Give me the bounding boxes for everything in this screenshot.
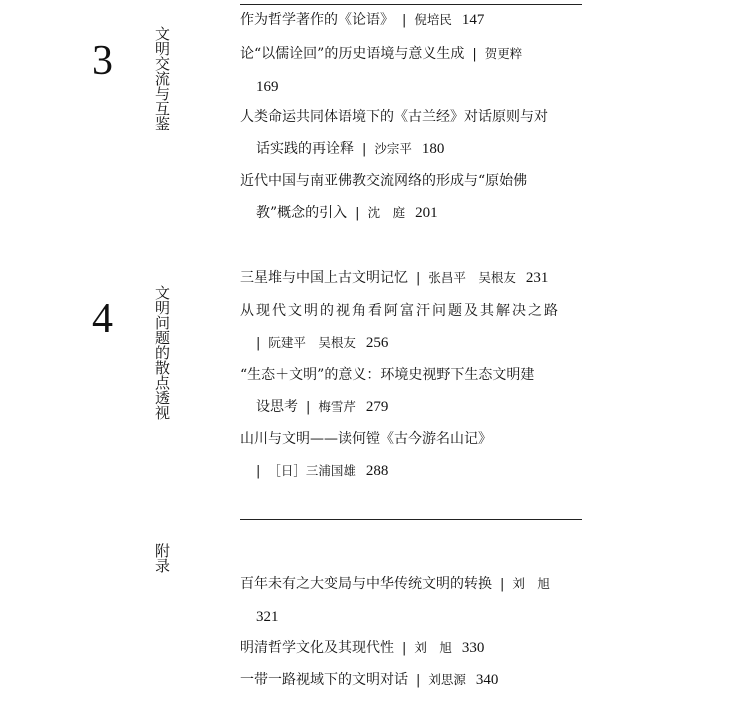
entry-title-cont: 话实践的再诠释 — [256, 141, 354, 157]
toc-entry[interactable] — [240, 38, 585, 103]
entry-title: 论“以儒诠回”的历史语境与意义生成 — [240, 46, 465, 62]
entry-author: 贺更粹 — [484, 46, 523, 61]
entry-title-cont: 设思考 — [256, 399, 298, 415]
toc-entry[interactable] — [240, 664, 585, 697]
entry-title: 山川与文明——读何镗《古今游名山记》 — [240, 431, 492, 447]
entry-title: 从现代文明的视角看阿富汗问题及其解决之路 — [240, 303, 560, 319]
separator: | — [306, 400, 311, 415]
toc-entry[interactable] — [240, 262, 585, 295]
entry-author: 刘 旭 — [512, 576, 550, 591]
entry-page: 169 — [256, 79, 279, 95]
separator: | — [416, 271, 421, 286]
separator: | — [256, 464, 261, 479]
entry-title: 近代中国与南亚佛教交流网络的形成与“原始佛 — [240, 173, 528, 189]
separator: | — [402, 13, 407, 28]
entry-author: 张昌平 吴根友 — [428, 270, 516, 285]
entry-author: 沙宗平 — [374, 141, 412, 156]
separator: | — [256, 336, 261, 351]
toc-entry[interactable] — [240, 165, 585, 230]
entry-author: ［日］三浦国雄 — [268, 463, 356, 478]
toc-entry[interactable] — [240, 632, 585, 665]
appendix-title: 附录 — [153, 543, 171, 573]
entry-title: “生态＋文明”的意义：环境史视野下生态文明建 — [240, 367, 535, 383]
entry-page: 147 — [461, 12, 485, 28]
entry-title: 人类命运共同体语境下的《古兰经》对话原则与对 — [240, 109, 548, 125]
entry-page: 256 — [365, 335, 389, 351]
separator: | — [416, 673, 421, 688]
entry-title: 作为哲学著作的《论语》 — [240, 12, 394, 28]
entry-title: 百年未有之大变局与中华传统文明的转换 — [240, 576, 492, 592]
separator: | — [402, 641, 407, 656]
part-number: 3 — [92, 38, 113, 84]
part-title: 文明问题的散点透视 — [153, 285, 171, 420]
toc-entry[interactable] — [240, 101, 585, 166]
entry-page: 330 — [461, 640, 485, 656]
section-divider — [240, 519, 582, 520]
toc-entry[interactable] — [240, 295, 585, 360]
toc-entry[interactable] — [240, 568, 585, 633]
toc-entry[interactable] — [240, 423, 585, 488]
toc-entry[interactable] — [240, 359, 585, 424]
separator: | — [500, 577, 505, 592]
entry-author: 刘 旭 — [414, 640, 452, 655]
entry-page: 279 — [365, 399, 389, 415]
separator: | — [472, 47, 477, 62]
entry-author: 倪培民 — [414, 12, 452, 27]
entry-page: 201 — [415, 205, 438, 221]
entry-title: 三星堆与中国上古文明记忆 — [240, 270, 408, 286]
entry-page: 288 — [365, 463, 389, 479]
entry-author: 刘思源 — [428, 672, 466, 687]
entry-page: 231 — [525, 270, 549, 286]
part-number: 4 — [92, 296, 113, 342]
entry-author: 阮建平 吴根友 — [268, 335, 356, 350]
separator: | — [362, 142, 367, 157]
entry-page: 321 — [256, 609, 279, 625]
separator: | — [355, 206, 360, 221]
entry-title: 明清哲学文化及其现代性 — [240, 640, 394, 656]
entry-page: 340 — [475, 672, 499, 688]
entry-page: 180 — [421, 141, 445, 157]
toc-entry[interactable] — [240, 4, 585, 37]
entry-title-cont: 教”概念的引入 — [256, 205, 348, 221]
part-title: 文明交流与互鉴 — [153, 26, 171, 131]
entry-author: 沈 庭 — [367, 205, 406, 220]
entry-title: 一带一路视域下的文明对话 — [240, 672, 408, 688]
entry-author: 梅雪芹 — [318, 399, 356, 414]
